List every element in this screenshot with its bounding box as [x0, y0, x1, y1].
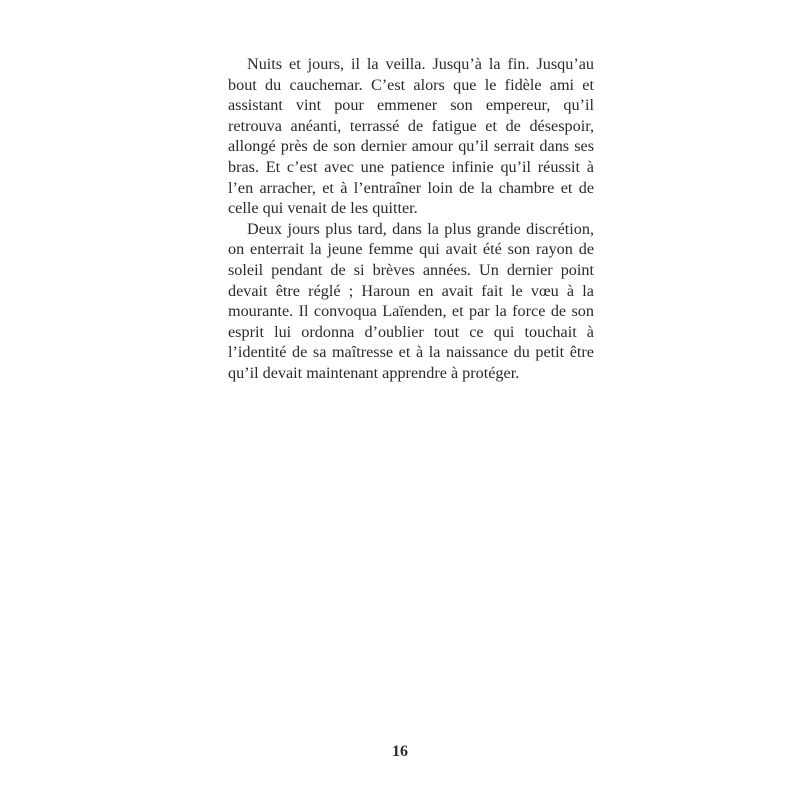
- page-number: 16: [392, 743, 408, 760]
- paragraph-1: Nuits et jours, il la veilla. Jusqu’à la fin. Jusqu’au bout du cauchemar. C’est alors que le fidèle ami et assistant vint pour emmener son empereur, qu’il retrouva anéanti, terrassé de fatigue et de désespoir, allongé près de son dernier amour qu’il serrait dans ses bras. Et c’est avec une patience infinie qu’il réussit à l’en arracher, et à l’entraîner loin de la chambre et de celle qui venait de les quitter.: [228, 55, 594, 218]
- body-text: [228, 54, 594, 384]
- paragraph-2: Deux jours plus tard, dans la plus grande discrétion, on enterrait la jeune femme qui avait été son rayon de soleil pendant de si brèves années. Un dernier point devait être réglé ; Haroun en avait fait le vœu à la mourante. Il convoqua Laïenden, et par la force de son esprit lui ordonna d’oublier tout ce qui touchait à l’identité de sa maîtresse et à la naissance du petit être qu’il devait maintenant apprendre à protéger.: [228, 219, 594, 382]
